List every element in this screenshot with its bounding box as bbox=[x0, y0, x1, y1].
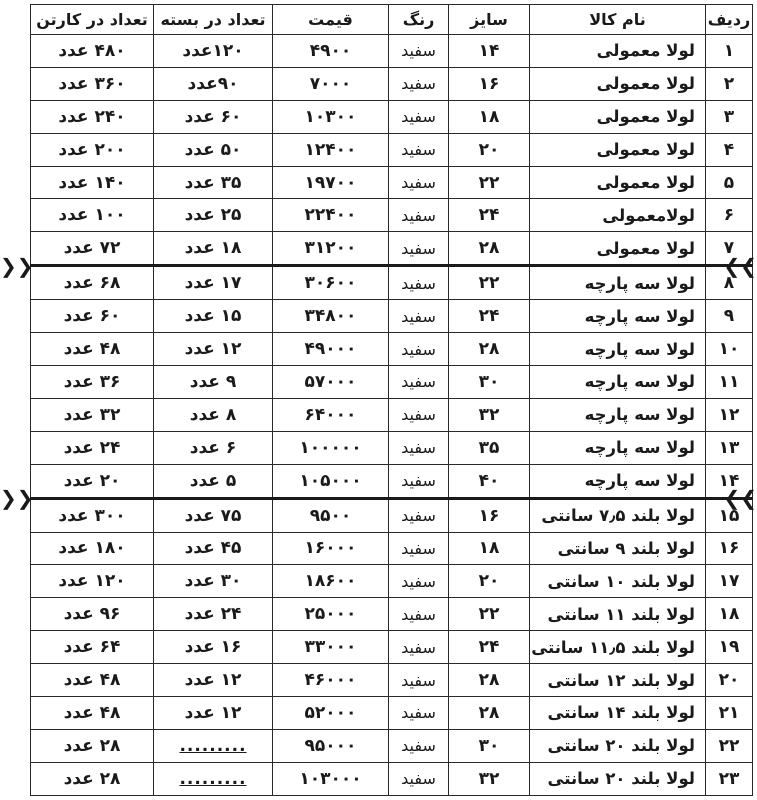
table-row bbox=[31, 133, 753, 166]
cell-size: ۲۲ bbox=[449, 266, 530, 300]
cell-size: ۲۸ bbox=[449, 697, 530, 730]
cell-product-name: لولا سه پارچه bbox=[530, 266, 706, 300]
table-row bbox=[31, 266, 753, 300]
cell-product-name: لولا بلند ۲۰ سانتی bbox=[530, 762, 706, 795]
cell-product-name: لولا سه پارچه bbox=[530, 464, 706, 498]
cell-row-no: ۱ bbox=[706, 35, 753, 68]
cell-product-name: لولا سه پارچه bbox=[530, 300, 706, 333]
cell-price: ۹۵۰۰۰ bbox=[273, 729, 389, 762]
cell-product-name: لولا بلند ۱۲ سانتی bbox=[530, 664, 706, 697]
cell-product-name: لولا معمولی bbox=[530, 67, 706, 100]
cell-size: ۲۸ bbox=[449, 333, 530, 366]
table-row bbox=[31, 232, 753, 266]
cell-product-name: لولا معمولی bbox=[530, 232, 706, 266]
table-row bbox=[31, 762, 753, 795]
header-color: رنگ bbox=[389, 5, 449, 35]
cell-per-pack: ۵ عدد bbox=[154, 464, 273, 498]
cell-per-pack: ۶ عدد bbox=[154, 431, 273, 464]
cell-per-pack: ۱۶ عدد bbox=[154, 631, 273, 664]
cell-color: سفید bbox=[389, 100, 449, 133]
cell-product-name: لولا سه پارچه bbox=[530, 333, 706, 366]
price-table bbox=[30, 4, 753, 796]
header-name: نام کالا bbox=[530, 5, 706, 35]
cell-color: سفید bbox=[389, 67, 449, 100]
cell-price: ۳۳۰۰۰ bbox=[273, 631, 389, 664]
cell-per-pack: ۱۸ عدد bbox=[154, 232, 273, 266]
table-row bbox=[31, 532, 753, 565]
cell-color: سفید bbox=[389, 35, 449, 68]
cell-price: ۳۱۲۰۰ bbox=[273, 232, 389, 266]
cell-per-pack: ۳۵ عدد bbox=[154, 166, 273, 199]
cell-product-name: لولا بلند ۱۰ سانتی bbox=[530, 565, 706, 598]
cell-color: سفید bbox=[389, 631, 449, 664]
cell-per-carton: ۴۸ عدد bbox=[31, 697, 154, 730]
cell-per-carton: ۲۰ عدد bbox=[31, 464, 154, 498]
cell-per-pack: ۱۲ عدد bbox=[154, 333, 273, 366]
cell-color: سفید bbox=[389, 232, 449, 266]
cell-row-no: ۴ bbox=[706, 133, 753, 166]
cell-product-name: لولا بلند ۲۰ سانتی bbox=[530, 729, 706, 762]
cell-per-pack: ۲۴ عدد bbox=[154, 598, 273, 631]
cell-price: ۴۶۰۰۰ bbox=[273, 664, 389, 697]
cell-size: ۱۸ bbox=[449, 100, 530, 133]
cell-per-carton: ۳۰۰ عدد bbox=[31, 498, 154, 532]
table-row bbox=[31, 300, 753, 333]
cell-per-pack: ۸ عدد bbox=[154, 398, 273, 431]
cell-per-carton: ۲۴۰ عدد bbox=[31, 100, 154, 133]
cell-product-name: لولا بلند ۱۱ سانتی bbox=[530, 598, 706, 631]
cell-per-carton: ۶۸ عدد bbox=[31, 266, 154, 300]
cell-size: ۲۰ bbox=[449, 565, 530, 598]
cell-color: سفید bbox=[389, 464, 449, 498]
cell-row-no: ۲۰ bbox=[706, 664, 753, 697]
cell-price: ۱۰۳۰۰۰ bbox=[273, 762, 389, 795]
cell-product-name: لولا بلند ۹ سانتی bbox=[530, 532, 706, 565]
cell-row-no: ۵ bbox=[706, 166, 753, 199]
table-row bbox=[31, 67, 753, 100]
header-row bbox=[31, 5, 753, 35]
cell-row-no: ۷ bbox=[706, 232, 753, 266]
cell-size: ۳۲ bbox=[449, 398, 530, 431]
cell-row-no: ۱۵ bbox=[706, 498, 753, 532]
cell-per-carton: ۶۰ عدد bbox=[31, 300, 154, 333]
cell-product-name: لولا سه پارچه bbox=[530, 431, 706, 464]
cell-size: ۲۰ bbox=[449, 133, 530, 166]
table-row bbox=[31, 100, 753, 133]
cell-per-pack: ۹۰عدد bbox=[154, 67, 273, 100]
cell-size: ۲۲ bbox=[449, 166, 530, 199]
table-row bbox=[31, 498, 753, 532]
cell-color: سفید bbox=[389, 333, 449, 366]
cell-color: سفید bbox=[389, 697, 449, 730]
cell-size: ۳۰ bbox=[449, 366, 530, 399]
cell-size: ۳۲ bbox=[449, 762, 530, 795]
cell-size: ۲۴ bbox=[449, 199, 530, 232]
cell-size: ۲۴ bbox=[449, 631, 530, 664]
cell-per-pack: ۴۵ عدد bbox=[154, 532, 273, 565]
table-row bbox=[31, 631, 753, 664]
cell-per-pack: ۱۲۰عدد bbox=[154, 35, 273, 68]
cell-row-no: ۹ bbox=[706, 300, 753, 333]
cell-price: ۱۸۶۰۰ bbox=[273, 565, 389, 598]
cell-size: ۲۸ bbox=[449, 664, 530, 697]
header-per-pack: تعداد در بسته bbox=[154, 5, 273, 35]
cell-color: سفید bbox=[389, 598, 449, 631]
cell-row-no: ۱۹ bbox=[706, 631, 753, 664]
cell-row-no: ۱۳ bbox=[706, 431, 753, 464]
cell-price: ۵۷۰۰۰ bbox=[273, 366, 389, 399]
header-price: قیمت bbox=[273, 5, 389, 35]
cell-row-no: ۱۴ bbox=[706, 464, 753, 498]
table-row bbox=[31, 664, 753, 697]
cell-per-carton: ۲۸ عدد bbox=[31, 729, 154, 762]
cell-per-pack: ۱۵ عدد bbox=[154, 300, 273, 333]
cell-color: سفید bbox=[389, 762, 449, 795]
cell-per-pack: ۶۰ عدد bbox=[154, 100, 273, 133]
cell-per-carton: ۴۸۰ عدد bbox=[31, 35, 154, 68]
table-row bbox=[31, 565, 753, 598]
table-row bbox=[31, 697, 753, 730]
cell-per-carton: ۱۴۰ عدد bbox=[31, 166, 154, 199]
cell-per-carton: ۷۲ عدد bbox=[31, 232, 154, 266]
cell-per-carton: ۳۶ عدد bbox=[31, 366, 154, 399]
group-marker-right-2: ❮❮ bbox=[723, 486, 757, 511]
cell-color: سفید bbox=[389, 300, 449, 333]
cell-row-no: ۲۲ bbox=[706, 729, 753, 762]
group-marker-left-2: ❯❯ bbox=[0, 486, 34, 511]
cell-per-carton: ۳۲ عدد bbox=[31, 398, 154, 431]
cell-color: سفید bbox=[389, 133, 449, 166]
cell-size: ۲۸ bbox=[449, 232, 530, 266]
cell-color: سفید bbox=[389, 498, 449, 532]
cell-color: سفید bbox=[389, 398, 449, 431]
cell-row-no: ۱۱ bbox=[706, 366, 753, 399]
table-row bbox=[31, 598, 753, 631]
cell-product-name: لولا معمولی bbox=[530, 166, 706, 199]
cell-per-carton: ۱۲۰ عدد bbox=[31, 565, 154, 598]
header-row-no: ردیف bbox=[706, 5, 753, 35]
cell-row-no: ۸ bbox=[706, 266, 753, 300]
cell-per-pack: ۷۵ عدد bbox=[154, 498, 273, 532]
cell-per-pack: ۱۲ عدد bbox=[154, 664, 273, 697]
cell-product-name: لولا سه پارچه bbox=[530, 366, 706, 399]
header-per-carton: تعداد در کارتن bbox=[31, 5, 154, 35]
cell-per-carton: ۳۶۰ عدد bbox=[31, 67, 154, 100]
cell-color: سفید bbox=[389, 266, 449, 300]
cell-color: سفید bbox=[389, 664, 449, 697]
cell-product-name: لولا بلند ۱۱٫۵ سانتی bbox=[530, 631, 706, 664]
cell-row-no: ۲۳ bbox=[706, 762, 753, 795]
cell-product-name: لولا معمولی bbox=[530, 100, 706, 133]
table-row bbox=[31, 431, 753, 464]
cell-per-carton: ۴۸ عدد bbox=[31, 333, 154, 366]
cell-color: سفید bbox=[389, 199, 449, 232]
cell-color: سفید bbox=[389, 431, 449, 464]
cell-price: ۹۵۰۰ bbox=[273, 498, 389, 532]
table-row bbox=[31, 366, 753, 399]
cell-size: ۱۶ bbox=[449, 67, 530, 100]
cell-color: سفید bbox=[389, 532, 449, 565]
cell-product-name: لولا بلند ۷٫۵ سانتی bbox=[530, 498, 706, 532]
cell-row-no: ۲۱ bbox=[706, 697, 753, 730]
cell-row-no: ۱۲ bbox=[706, 398, 753, 431]
cell-product-name: لولا بلند ۱۴ سانتی bbox=[530, 697, 706, 730]
table-row bbox=[31, 199, 753, 232]
cell-size: ۲۴ bbox=[449, 300, 530, 333]
cell-price: ۲۵۰۰۰ bbox=[273, 598, 389, 631]
cell-per-carton: ۶۴ عدد bbox=[31, 631, 154, 664]
header-size: سایز bbox=[449, 5, 530, 35]
cell-price: ۱۶۰۰۰ bbox=[273, 532, 389, 565]
cell-size: ۳۵ bbox=[449, 431, 530, 464]
cell-per-pack: ۱۷ عدد bbox=[154, 266, 273, 300]
table-body bbox=[31, 35, 753, 796]
cell-row-no: ۱۶ bbox=[706, 532, 753, 565]
cell-per-carton: ۱۰۰ عدد bbox=[31, 199, 154, 232]
cell-price: ۱۰۰۰۰۰ bbox=[273, 431, 389, 464]
cell-size: ۱۴ bbox=[449, 35, 530, 68]
group-marker-right-1: ❮❮ bbox=[723, 253, 757, 278]
table-row bbox=[31, 333, 753, 366]
cell-row-no: ۳ bbox=[706, 100, 753, 133]
cell-per-pack: ۹ عدد bbox=[154, 366, 273, 399]
cell-price: ۱۰۵۰۰۰ bbox=[273, 464, 389, 498]
table-row bbox=[31, 166, 753, 199]
cell-per-pack: ۵۰ عدد bbox=[154, 133, 273, 166]
cell-per-pack: ۲۵ عدد bbox=[154, 199, 273, 232]
cell-product-name: لولامعمولی bbox=[530, 199, 706, 232]
cell-product-name: لولا معمولی bbox=[530, 35, 706, 68]
cell-price: ۵۲۰۰۰ bbox=[273, 697, 389, 730]
cell-per-pack: ۳۰ عدد bbox=[154, 565, 273, 598]
cell-size: ۱۸ bbox=[449, 532, 530, 565]
cell-per-carton: ۲۰۰ عدد bbox=[31, 133, 154, 166]
cell-row-no: ۶ bbox=[706, 199, 753, 232]
cell-per-pack: ۱۲ عدد bbox=[154, 697, 273, 730]
cell-row-no: ۱۷ bbox=[706, 565, 753, 598]
cell-product-name: لولا سه پارچه bbox=[530, 398, 706, 431]
cell-size: ۳۰ bbox=[449, 729, 530, 762]
table-row bbox=[31, 398, 753, 431]
cell-size: ۱۶ bbox=[449, 498, 530, 532]
cell-price: ۳۰۶۰۰ bbox=[273, 266, 389, 300]
cell-color: سفید bbox=[389, 366, 449, 399]
cell-price: ۳۴۸۰۰ bbox=[273, 300, 389, 333]
cell-per-carton: ۲۸ عدد bbox=[31, 762, 154, 795]
cell-row-no: ۱۸ bbox=[706, 598, 753, 631]
table-row bbox=[31, 35, 753, 68]
cell-per-pack: ......... bbox=[154, 762, 273, 795]
cell-price: ۲۲۴۰۰ bbox=[273, 199, 389, 232]
cell-per-carton: ۹۶ عدد bbox=[31, 598, 154, 631]
price-list-sheet bbox=[30, 4, 752, 796]
cell-product-name: لولا معمولی bbox=[530, 133, 706, 166]
cell-row-no: ۲ bbox=[706, 67, 753, 100]
table-row bbox=[31, 729, 753, 762]
group-marker-left-1: ❯❯ bbox=[0, 253, 34, 278]
cell-price: ۱۲۴۰۰ bbox=[273, 133, 389, 166]
cell-color: سفید bbox=[389, 565, 449, 598]
cell-price: ۶۴۰۰۰ bbox=[273, 398, 389, 431]
cell-color: سفید bbox=[389, 729, 449, 762]
cell-price: ۴۹۰۰۰ bbox=[273, 333, 389, 366]
cell-size: ۲۲ bbox=[449, 598, 530, 631]
cell-per-pack: ......... bbox=[154, 729, 273, 762]
cell-price: ۷۰۰۰ bbox=[273, 67, 389, 100]
cell-size: ۴۰ bbox=[449, 464, 530, 498]
cell-price: ۱۰۳۰۰ bbox=[273, 100, 389, 133]
cell-row-no: ۱۰ bbox=[706, 333, 753, 366]
cell-per-carton: ۲۴ عدد bbox=[31, 431, 154, 464]
cell-price: ۱۹۷۰۰ bbox=[273, 166, 389, 199]
cell-per-carton: ۴۸ عدد bbox=[31, 664, 154, 697]
cell-color: سفید bbox=[389, 166, 449, 199]
cell-per-carton: ۱۸۰ عدد bbox=[31, 532, 154, 565]
cell-price: ۴۹۰۰ bbox=[273, 35, 389, 68]
table-row bbox=[31, 464, 753, 498]
